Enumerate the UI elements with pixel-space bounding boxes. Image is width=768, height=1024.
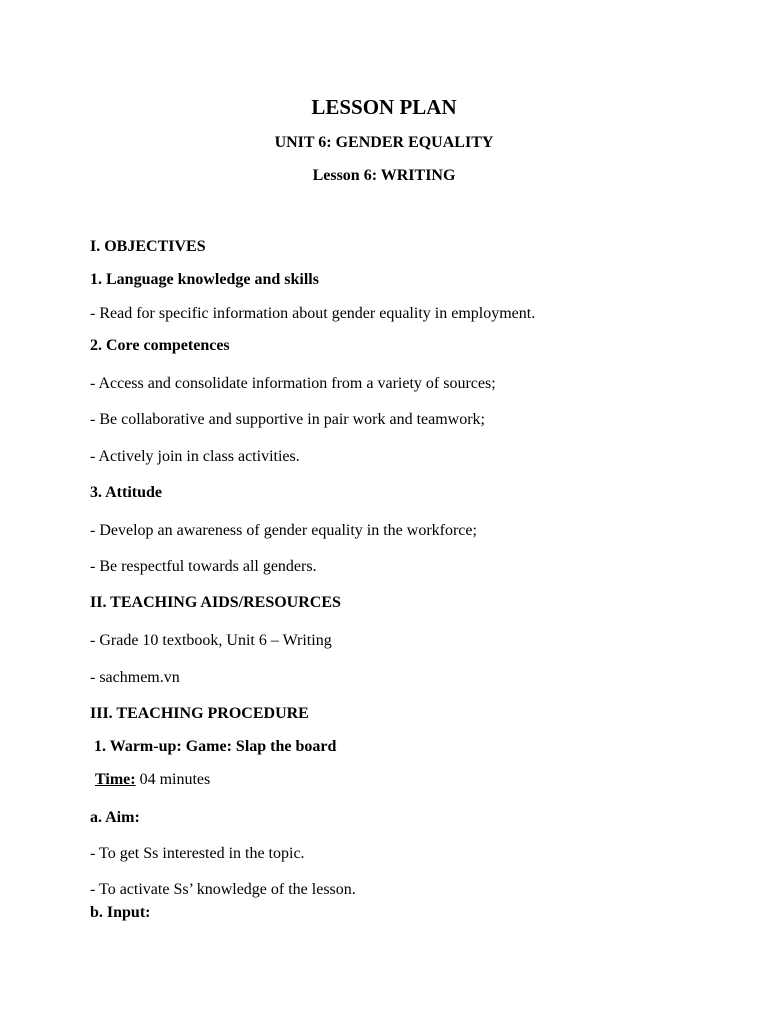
time-value: 04 minutes — [135, 771, 211, 788]
attitude-item: - Develop an awareness of gender equality in the workforce; — [90, 522, 477, 539]
aids-item: - Grade 10 textbook, Unit 6 – Writing — [90, 632, 332, 649]
document-title: LESSON PLAN — [311, 95, 457, 119]
aim-heading: a. Aim: — [90, 809, 140, 826]
time-line — [95, 770, 210, 790]
attitude-heading: 3. Attitude — [90, 484, 162, 501]
competences-heading: 2. Core competences — [90, 337, 230, 354]
competence-item: - Be collaborative and supportive in pair work and teamwork; — [90, 411, 485, 428]
warmup-heading: 1. Warm-up: Game: Slap the board — [94, 738, 337, 755]
aids-item: - sachmem.vn — [90, 669, 180, 686]
unit-title: UNIT 6: GENDER EQUALITY — [274, 134, 494, 151]
time-label: Time: — [95, 771, 136, 788]
competence-item: - Access and consolidate information from a variety of sources; — [90, 375, 496, 392]
procedure-heading: III. TEACHING PROCEDURE — [90, 705, 309, 722]
language-item: - Read for specific information about gender equality in employment. — [90, 305, 536, 322]
attitude-item: - Be respectful towards all genders. — [90, 558, 317, 575]
objectives-heading: I. OBJECTIVES — [90, 238, 206, 255]
language-heading: 1. Language knowledge and skills — [90, 271, 319, 288]
aim-item: - To activate Ss’ knowledge of the lesson. — [90, 881, 356, 898]
input-heading: b. Input: — [90, 904, 151, 921]
aim-item: - To get Ss interested in the topic. — [90, 845, 305, 862]
aids-heading: II. TEACHING AIDS/RESOURCES — [90, 594, 341, 611]
competence-item: - Actively join in class activities. — [90, 448, 300, 465]
lesson-title: Lesson 6: WRITING — [312, 167, 456, 184]
